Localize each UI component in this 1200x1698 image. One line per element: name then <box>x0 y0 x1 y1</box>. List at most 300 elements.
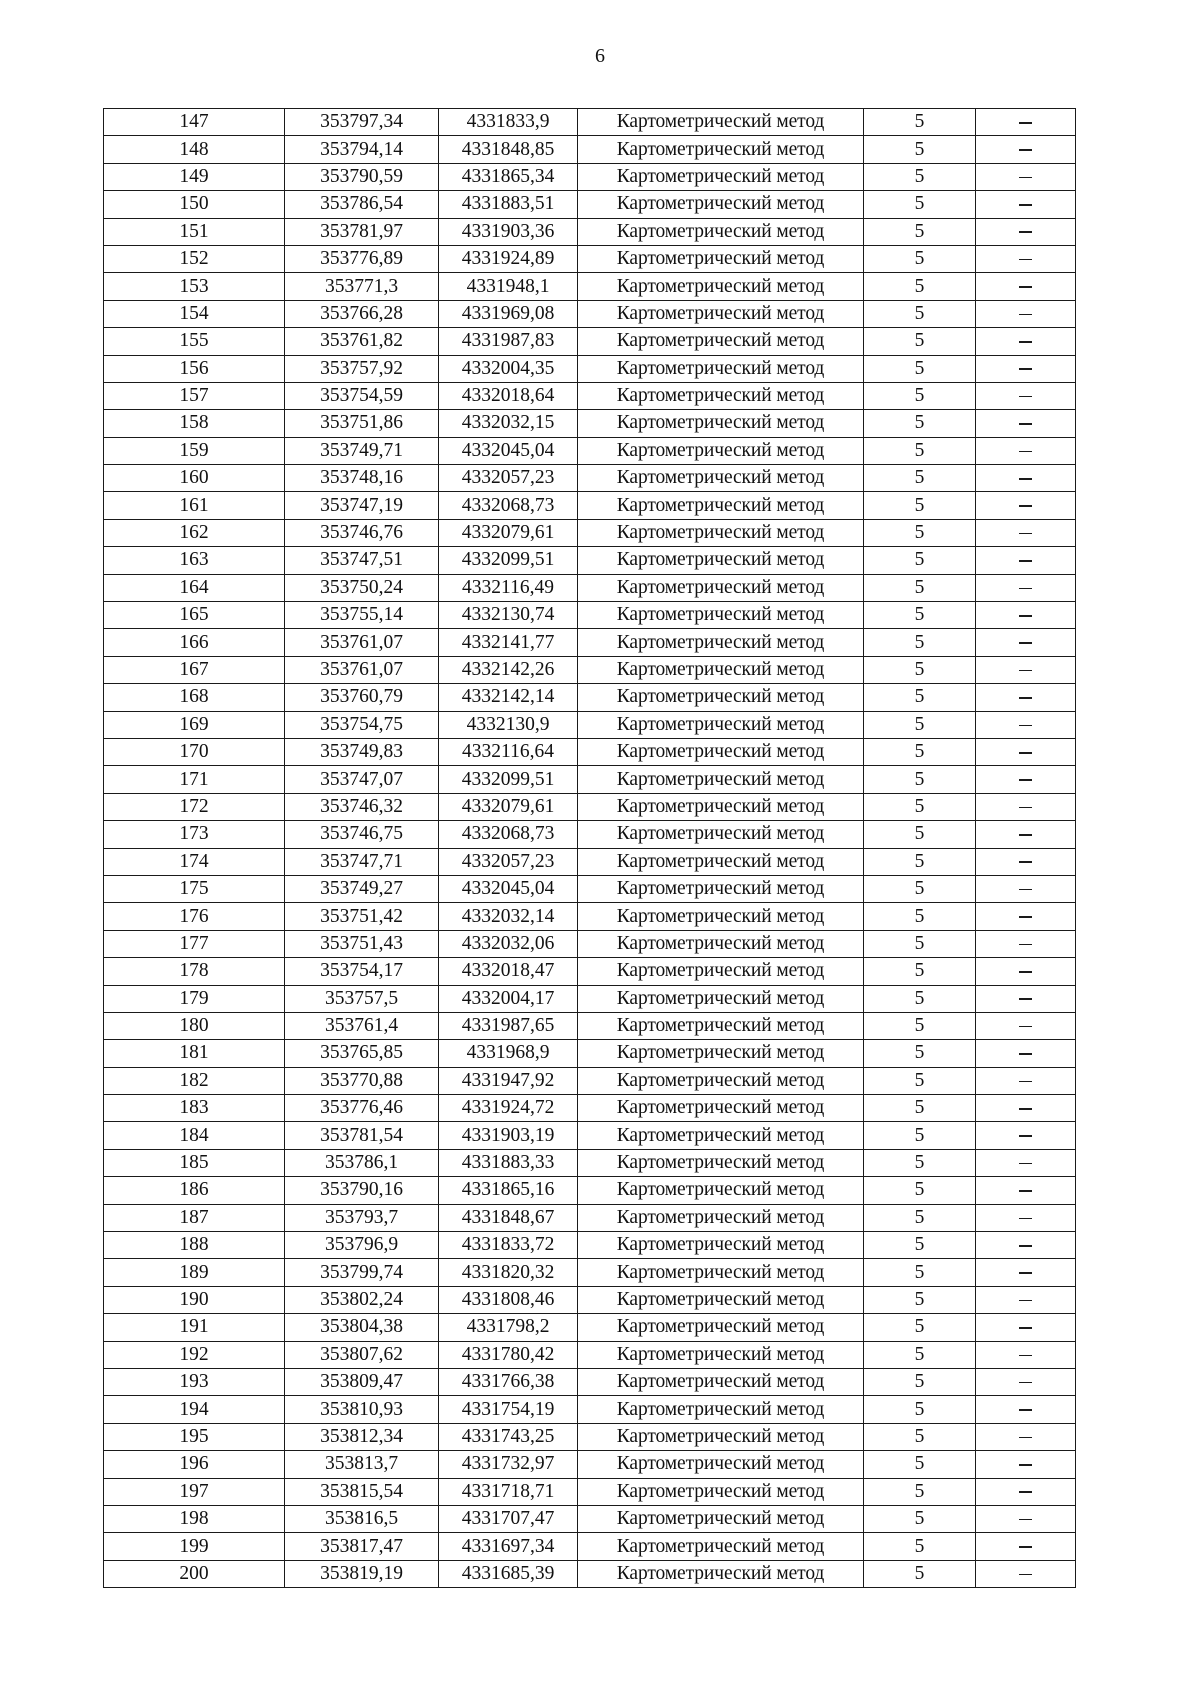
method-cell: Картометрический метод <box>578 985 864 1012</box>
method-cell: Картометрический метод <box>578 684 864 711</box>
accuracy-cell: 5 <box>864 766 976 793</box>
table-row <box>104 1368 1076 1395</box>
point-number-cell: 157 <box>104 382 285 409</box>
dash-mark <box>1019 670 1032 672</box>
table-row <box>104 1286 1076 1313</box>
x-coordinate-cell: 353757,92 <box>285 355 439 382</box>
table-row <box>104 711 1076 738</box>
y-coordinate-cell: 4332142,14 <box>439 684 578 711</box>
x-coordinate-cell: 353761,82 <box>285 328 439 355</box>
description-cell <box>976 1259 1076 1286</box>
y-coordinate-cell: 4332141,77 <box>439 629 578 656</box>
accuracy-cell: 5 <box>864 382 976 409</box>
point-number-cell: 186 <box>104 1177 285 1204</box>
accuracy-cell: 5 <box>864 684 976 711</box>
x-coordinate-cell: 353748,16 <box>285 465 439 492</box>
description-cell <box>976 602 1076 629</box>
description-text <box>1032 687 1033 688</box>
x-coordinate-cell: 353757,5 <box>285 985 439 1012</box>
x-coordinate-cell: 353813,7 <box>285 1451 439 1478</box>
y-coordinate-cell: 4332099,51 <box>439 766 578 793</box>
table-row <box>104 109 1076 136</box>
point-number-cell: 149 <box>104 163 285 190</box>
description-text <box>1032 1263 1033 1264</box>
accuracy-cell: 5 <box>864 1286 976 1313</box>
y-coordinate-cell: 4331947,92 <box>439 1067 578 1094</box>
description-cell <box>976 1095 1076 1122</box>
y-coordinate-cell: 4331743,25 <box>439 1423 578 1450</box>
description-text <box>1032 1235 1033 1236</box>
description-cell <box>976 574 1076 601</box>
page-number: 6 <box>595 45 605 67</box>
accuracy-cell: 5 <box>864 1533 976 1560</box>
y-coordinate-cell: 4332045,04 <box>439 875 578 902</box>
method-cell: Картометрический метод <box>578 1396 864 1423</box>
point-number-cell: 151 <box>104 218 285 245</box>
description-text <box>1032 742 1033 743</box>
dash-mark <box>1019 615 1032 617</box>
method-cell: Картометрический метод <box>578 1095 864 1122</box>
x-coordinate-cell: 353766,28 <box>285 300 439 327</box>
dash-mark <box>1019 998 1032 1000</box>
method-cell: Картометрический метод <box>578 1232 864 1259</box>
table-row <box>104 1204 1076 1231</box>
description-cell <box>976 985 1076 1012</box>
method-cell: Картометрический метод <box>578 1286 864 1313</box>
description-cell <box>976 547 1076 574</box>
accuracy-cell: 5 <box>864 1259 976 1286</box>
description-cell <box>976 218 1076 245</box>
description-text <box>1032 1290 1033 1291</box>
table-row <box>104 875 1076 902</box>
point-number-cell: 154 <box>104 300 285 327</box>
method-cell: Картометрический метод <box>578 821 864 848</box>
dash-mark <box>1019 177 1032 179</box>
point-number-cell: 165 <box>104 602 285 629</box>
accuracy-cell: 5 <box>864 136 976 163</box>
description-text <box>1032 249 1033 250</box>
accuracy-cell: 5 <box>864 218 976 245</box>
accuracy-cell: 5 <box>864 355 976 382</box>
description-text <box>1032 1317 1033 1318</box>
y-coordinate-cell: 4332045,04 <box>439 437 578 464</box>
accuracy-cell: 5 <box>864 1177 976 1204</box>
method-cell: Картометрический метод <box>578 410 864 437</box>
accuracy-cell: 5 <box>864 985 976 1012</box>
accuracy-cell: 5 <box>864 848 976 875</box>
description-text <box>1032 386 1033 387</box>
description-text <box>1032 523 1033 524</box>
x-coordinate-cell: 353781,97 <box>285 218 439 245</box>
table-row <box>104 574 1076 601</box>
table-row <box>104 1259 1076 1286</box>
description-cell <box>976 465 1076 492</box>
description-cell <box>976 1177 1076 1204</box>
description-cell <box>976 191 1076 218</box>
description-text <box>1032 413 1033 414</box>
accuracy-cell: 5 <box>864 109 976 136</box>
dash-mark <box>1019 149 1032 151</box>
description-cell <box>976 1451 1076 1478</box>
description-cell <box>976 1012 1076 1039</box>
method-cell: Картометрический метод <box>578 163 864 190</box>
y-coordinate-cell: 4332130,9 <box>439 711 578 738</box>
point-number-cell: 170 <box>104 738 285 765</box>
point-number-cell: 156 <box>104 355 285 382</box>
description-text <box>1032 1126 1033 1127</box>
table-row <box>104 1423 1076 1450</box>
description-text <box>1032 112 1033 113</box>
point-number-cell: 172 <box>104 793 285 820</box>
table-body <box>104 109 1076 1588</box>
table-row <box>104 1122 1076 1149</box>
accuracy-cell: 5 <box>864 1012 976 1039</box>
x-coordinate-cell: 353781,54 <box>285 1122 439 1149</box>
method-cell: Картометрический метод <box>578 766 864 793</box>
table-row <box>104 328 1076 355</box>
method-cell: Картометрический метод <box>578 629 864 656</box>
accuracy-cell: 5 <box>864 245 976 272</box>
accuracy-cell: 5 <box>864 875 976 902</box>
table-row <box>104 793 1076 820</box>
x-coordinate-cell: 353749,71 <box>285 437 439 464</box>
method-cell: Картометрический метод <box>578 1122 864 1149</box>
y-coordinate-cell: 4332004,17 <box>439 985 578 1012</box>
description-cell <box>976 355 1076 382</box>
description-text <box>1032 715 1033 716</box>
table-row <box>104 382 1076 409</box>
method-cell: Картометрический метод <box>578 1368 864 1395</box>
x-coordinate-cell: 353809,47 <box>285 1368 439 1395</box>
dash-mark <box>1019 971 1032 973</box>
point-number-cell: 166 <box>104 629 285 656</box>
y-coordinate-cell: 4331685,39 <box>439 1560 578 1587</box>
table-row <box>104 903 1076 930</box>
table-row <box>104 1067 1076 1094</box>
description-text <box>1032 1345 1033 1346</box>
dash-mark <box>1019 314 1032 316</box>
description-cell <box>976 245 1076 272</box>
point-number-cell: 163 <box>104 547 285 574</box>
table-row <box>104 1451 1076 1478</box>
description-text <box>1032 879 1033 880</box>
accuracy-cell: 5 <box>864 328 976 355</box>
x-coordinate-cell: 353761,07 <box>285 629 439 656</box>
description-text <box>1032 1043 1033 1044</box>
description-cell <box>976 930 1076 957</box>
y-coordinate-cell: 4331987,83 <box>439 328 578 355</box>
description-cell <box>976 1204 1076 1231</box>
x-coordinate-cell: 353776,89 <box>285 245 439 272</box>
description-text <box>1032 907 1033 908</box>
x-coordinate-cell: 353746,32 <box>285 793 439 820</box>
description-text <box>1032 852 1033 853</box>
method-cell: Картометрический метод <box>578 1533 864 1560</box>
x-coordinate-cell: 353747,07 <box>285 766 439 793</box>
description-cell <box>976 163 1076 190</box>
dash-mark <box>1019 1464 1032 1466</box>
x-coordinate-cell: 353802,24 <box>285 1286 439 1313</box>
accuracy-cell: 5 <box>864 1423 976 1450</box>
dash-mark <box>1019 1272 1032 1274</box>
y-coordinate-cell: 4331732,97 <box>439 1451 578 1478</box>
description-text <box>1032 1180 1033 1181</box>
point-number-cell: 185 <box>104 1149 285 1176</box>
point-number-cell: 162 <box>104 519 285 546</box>
point-number-cell: 190 <box>104 1286 285 1313</box>
description-cell <box>976 519 1076 546</box>
y-coordinate-cell: 4332032,14 <box>439 903 578 930</box>
accuracy-cell: 5 <box>864 602 976 629</box>
dash-mark <box>1019 1491 1032 1493</box>
x-coordinate-cell: 353796,9 <box>285 1232 439 1259</box>
method-cell: Картометрический метод <box>578 328 864 355</box>
accuracy-cell: 5 <box>864 903 976 930</box>
accuracy-cell: 5 <box>864 711 976 738</box>
point-number-cell: 199 <box>104 1533 285 1560</box>
method-cell: Картометрический метод <box>578 711 864 738</box>
description-cell <box>976 1067 1076 1094</box>
point-number-cell: 148 <box>104 136 285 163</box>
description-text <box>1032 934 1033 935</box>
y-coordinate-cell: 4332079,61 <box>439 519 578 546</box>
x-coordinate-cell: 353747,51 <box>285 547 439 574</box>
method-cell: Картометрический метод <box>578 738 864 765</box>
table-row <box>104 848 1076 875</box>
coordinates-table <box>103 108 1076 1588</box>
y-coordinate-cell: 4331948,1 <box>439 273 578 300</box>
description-text <box>1032 277 1033 278</box>
description-cell <box>976 766 1076 793</box>
x-coordinate-cell: 353797,34 <box>285 109 439 136</box>
point-number-cell: 153 <box>104 273 285 300</box>
point-number-cell: 158 <box>104 410 285 437</box>
accuracy-cell: 5 <box>864 1204 976 1231</box>
x-coordinate-cell: 353790,59 <box>285 163 439 190</box>
method-cell: Картометрический метод <box>578 273 864 300</box>
description-cell <box>976 1368 1076 1395</box>
description-text <box>1032 1153 1033 1154</box>
dash-mark <box>1019 1245 1032 1247</box>
description-text <box>1032 1372 1033 1373</box>
table-row <box>104 1095 1076 1122</box>
dash-mark <box>1019 1163 1032 1165</box>
accuracy-cell: 5 <box>864 574 976 601</box>
description-text <box>1032 1400 1033 1401</box>
description-cell <box>976 684 1076 711</box>
x-coordinate-cell: 353812,34 <box>285 1423 439 1450</box>
dash-mark <box>1019 1574 1032 1576</box>
table-row <box>104 821 1076 848</box>
y-coordinate-cell: 4332004,35 <box>439 355 578 382</box>
dash-mark <box>1019 423 1032 425</box>
dash-mark <box>1019 1081 1032 1083</box>
description-cell <box>976 1040 1076 1067</box>
table-row <box>104 930 1076 957</box>
table-row <box>104 492 1076 519</box>
description-cell <box>976 1423 1076 1450</box>
point-number-cell: 179 <box>104 985 285 1012</box>
point-number-cell: 169 <box>104 711 285 738</box>
point-number-cell: 192 <box>104 1341 285 1368</box>
table-row <box>104 245 1076 272</box>
point-number-cell: 174 <box>104 848 285 875</box>
description-text <box>1032 578 1033 579</box>
accuracy-cell: 5 <box>864 1341 976 1368</box>
point-number-cell: 147 <box>104 109 285 136</box>
y-coordinate-cell: 4331883,33 <box>439 1149 578 1176</box>
method-cell: Картометрический метод <box>578 1204 864 1231</box>
point-number-cell: 160 <box>104 465 285 492</box>
accuracy-cell: 5 <box>864 1067 976 1094</box>
description-cell <box>976 136 1076 163</box>
table-row <box>104 437 1076 464</box>
point-number-cell: 182 <box>104 1067 285 1094</box>
x-coordinate-cell: 353750,24 <box>285 574 439 601</box>
dash-mark <box>1019 588 1032 590</box>
dash-mark <box>1019 368 1032 370</box>
method-cell: Картометрический метод <box>578 1560 864 1587</box>
dash-mark <box>1019 1355 1032 1357</box>
description-text <box>1032 633 1033 634</box>
x-coordinate-cell: 353754,75 <box>285 711 439 738</box>
method-cell: Картометрический метод <box>578 875 864 902</box>
point-number-cell: 187 <box>104 1204 285 1231</box>
description-cell <box>976 410 1076 437</box>
x-coordinate-cell: 353749,27 <box>285 875 439 902</box>
dash-mark <box>1019 1519 1032 1521</box>
description-text <box>1032 1482 1033 1483</box>
method-cell: Картометрический метод <box>578 1451 864 1478</box>
x-coordinate-cell: 353794,14 <box>285 136 439 163</box>
y-coordinate-cell: 4331924,72 <box>439 1095 578 1122</box>
table-row <box>104 1396 1076 1423</box>
dash-mark <box>1019 861 1032 863</box>
method-cell: Картометрический метод <box>578 958 864 985</box>
point-number-cell: 180 <box>104 1012 285 1039</box>
table-row <box>104 465 1076 492</box>
y-coordinate-cell: 4331987,65 <box>439 1012 578 1039</box>
y-coordinate-cell: 4331798,2 <box>439 1314 578 1341</box>
method-cell: Картометрический метод <box>578 465 864 492</box>
description-text <box>1032 496 1033 497</box>
dash-mark <box>1019 533 1032 535</box>
y-coordinate-cell: 4331883,51 <box>439 191 578 218</box>
method-cell: Картометрический метод <box>578 136 864 163</box>
y-coordinate-cell: 4332099,51 <box>439 547 578 574</box>
x-coordinate-cell: 353810,93 <box>285 1396 439 1423</box>
y-coordinate-cell: 4332018,47 <box>439 958 578 985</box>
dash-mark <box>1019 1190 1032 1192</box>
table-row <box>104 273 1076 300</box>
table-row <box>104 629 1076 656</box>
dash-mark <box>1019 1026 1032 1028</box>
y-coordinate-cell: 4331707,47 <box>439 1505 578 1532</box>
table-row <box>104 1478 1076 1505</box>
method-cell: Картометрический метод <box>578 191 864 218</box>
point-number-cell: 167 <box>104 656 285 683</box>
description-cell <box>976 1314 1076 1341</box>
description-text <box>1032 1427 1033 1428</box>
description-text <box>1032 441 1033 442</box>
method-cell: Картометрический метод <box>578 437 864 464</box>
y-coordinate-cell: 4331848,85 <box>439 136 578 163</box>
x-coordinate-cell: 353754,59 <box>285 382 439 409</box>
x-coordinate-cell: 353815,54 <box>285 1478 439 1505</box>
dash-mark <box>1019 725 1032 727</box>
method-cell: Картометрический метод <box>578 1259 864 1286</box>
description-cell <box>976 1286 1076 1313</box>
dash-mark <box>1019 944 1032 946</box>
description-text <box>1032 824 1033 825</box>
table-row <box>104 766 1076 793</box>
description-text <box>1032 468 1033 469</box>
y-coordinate-cell: 4332068,73 <box>439 821 578 848</box>
dash-mark <box>1019 1300 1032 1302</box>
dash-mark <box>1019 1218 1032 1220</box>
x-coordinate-cell: 353746,75 <box>285 821 439 848</box>
method-cell: Картометрический метод <box>578 1149 864 1176</box>
x-coordinate-cell: 353760,79 <box>285 684 439 711</box>
accuracy-cell: 5 <box>864 492 976 519</box>
point-number-cell: 191 <box>104 1314 285 1341</box>
accuracy-cell: 5 <box>864 629 976 656</box>
description-cell <box>976 1149 1076 1176</box>
table-row <box>104 656 1076 683</box>
accuracy-cell: 5 <box>864 1314 976 1341</box>
y-coordinate-cell: 4331820,32 <box>439 1259 578 1286</box>
point-number-cell: 175 <box>104 875 285 902</box>
point-number-cell: 159 <box>104 437 285 464</box>
accuracy-cell: 5 <box>864 437 976 464</box>
y-coordinate-cell: 4331833,72 <box>439 1232 578 1259</box>
x-coordinate-cell: 353786,1 <box>285 1149 439 1176</box>
description-text <box>1032 961 1033 962</box>
description-text <box>1032 1454 1033 1455</box>
point-number-cell: 168 <box>104 684 285 711</box>
y-coordinate-cell: 4331833,9 <box>439 109 578 136</box>
accuracy-cell: 5 <box>864 547 976 574</box>
y-coordinate-cell: 4331808,46 <box>439 1286 578 1313</box>
description-cell <box>976 328 1076 355</box>
method-cell: Картометрический метод <box>578 930 864 957</box>
y-coordinate-cell: 4332032,15 <box>439 410 578 437</box>
method-cell: Картометрический метод <box>578 245 864 272</box>
x-coordinate-cell: 353790,16 <box>285 1177 439 1204</box>
table-row <box>104 1533 1076 1560</box>
point-number-cell: 194 <box>104 1396 285 1423</box>
accuracy-cell: 5 <box>864 793 976 820</box>
point-number-cell: 184 <box>104 1122 285 1149</box>
description-cell <box>976 958 1076 985</box>
x-coordinate-cell: 353771,3 <box>285 273 439 300</box>
accuracy-cell: 5 <box>864 1560 976 1587</box>
point-number-cell: 197 <box>104 1478 285 1505</box>
point-number-cell: 200 <box>104 1560 285 1587</box>
x-coordinate-cell: 353746,76 <box>285 519 439 546</box>
dash-mark <box>1019 697 1032 699</box>
y-coordinate-cell: 4331780,42 <box>439 1341 578 1368</box>
point-number-cell: 181 <box>104 1040 285 1067</box>
description-text <box>1032 222 1033 223</box>
table-row <box>104 1040 1076 1067</box>
dash-mark <box>1019 1135 1032 1137</box>
y-coordinate-cell: 4331754,19 <box>439 1396 578 1423</box>
description-cell <box>976 492 1076 519</box>
y-coordinate-cell: 4331865,34 <box>439 163 578 190</box>
y-coordinate-cell: 4331766,38 <box>439 1368 578 1395</box>
table-row <box>104 355 1076 382</box>
